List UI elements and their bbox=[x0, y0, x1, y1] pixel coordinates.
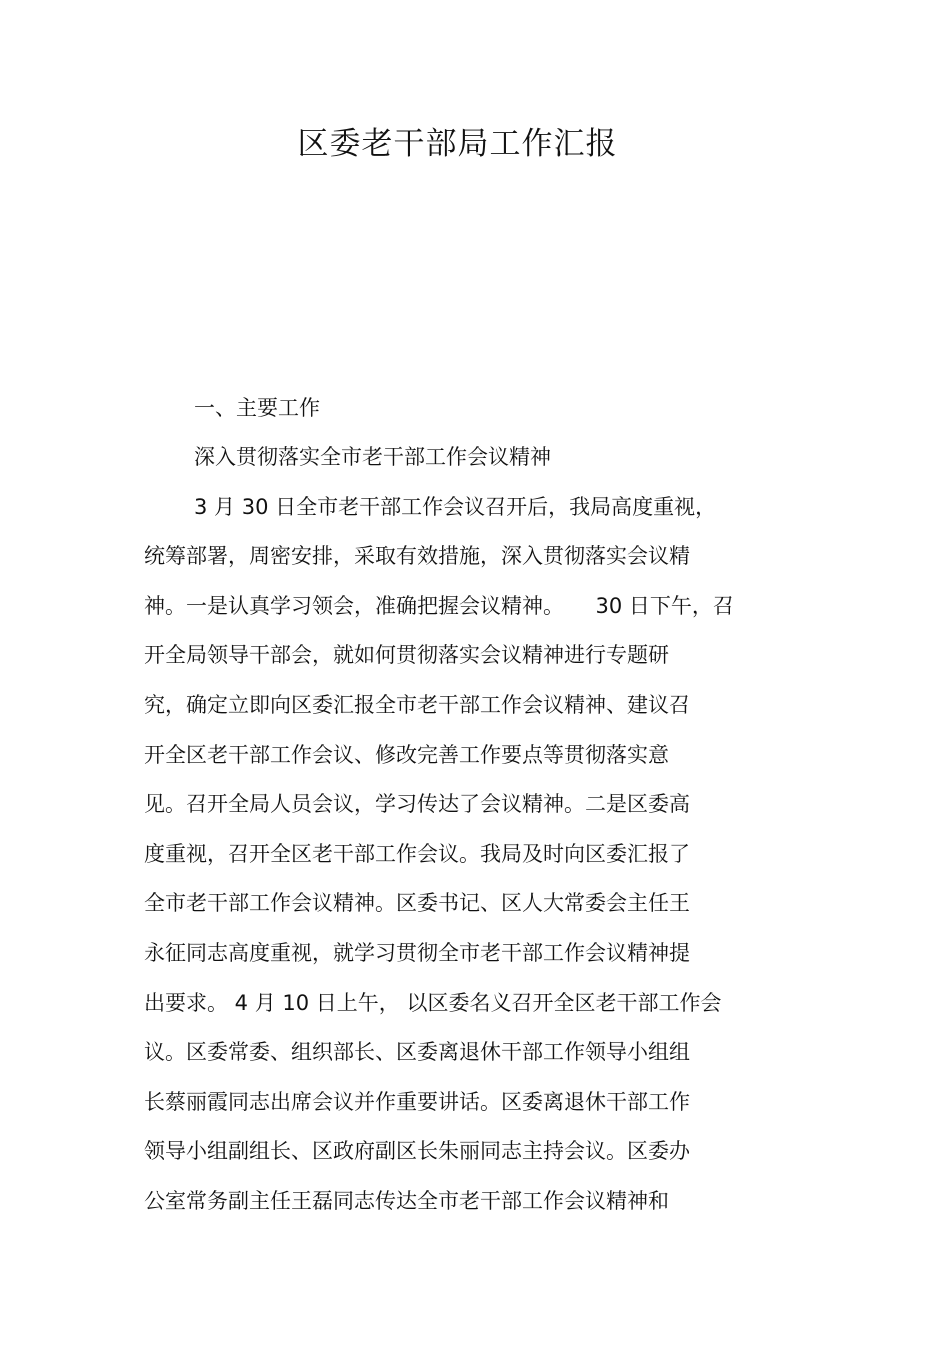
subheading: 深入贯彻落实全市老干部工作会议精神 bbox=[194, 445, 551, 469]
body-line: 公室常务副主任王磊同志传达全市老干部工作会议精神和 bbox=[144, 1189, 669, 1213]
body-line: 3 月 30 日全市老干部工作会议召开后，我局高度重视， bbox=[194, 495, 717, 519]
body-line: 长蔡丽霞同志出席会议并作重要讲话。区委离退休干部工作 bbox=[144, 1090, 690, 1114]
body-line: 度重视，召开全区老干部工作会议。我局及时向区委汇报了 bbox=[144, 842, 690, 866]
body-line: 永征同志高度重视，就学习贯彻全市老干部工作会议精神提 bbox=[144, 941, 690, 965]
document-title: 区委老干部局工作汇报 bbox=[297, 126, 618, 162]
body-line: 出要求。 4 月 10 日上午， 以区委名义召开全区老干部工作会 bbox=[144, 991, 722, 1015]
body-line: 见。召开全局人员会议，学习传达了会议精神。二是区委高 bbox=[144, 792, 690, 816]
body-line: 神。一是认真学习领会，准确把握会议精神。 30 日下午，召 bbox=[144, 594, 734, 618]
body-line: 领导小组副组长、区政府副区长朱丽同志主持会议。区委办 bbox=[144, 1139, 690, 1163]
section-heading: 一、主要工作 bbox=[194, 396, 320, 420]
body-line: 开全局领导干部会，就如何贯彻落实会议精神进行专题研 bbox=[144, 643, 669, 667]
body-line: 全市老干部工作会议精神。区委书记、区人大常委会主任王 bbox=[144, 891, 690, 915]
body-line: 议。区委常委、组织部长、区委离退休干部工作领导小组组 bbox=[144, 1040, 690, 1064]
body-line: 究，确定立即向区委汇报全市老干部工作会议精神、建议召 bbox=[144, 693, 690, 717]
body-line: 开全区老干部工作会议、修改完善工作要点等贯彻落实意 bbox=[144, 743, 669, 767]
body-line: 统筹部署，周密安排，采取有效措施，深入贯彻落实会议精 bbox=[144, 544, 690, 568]
